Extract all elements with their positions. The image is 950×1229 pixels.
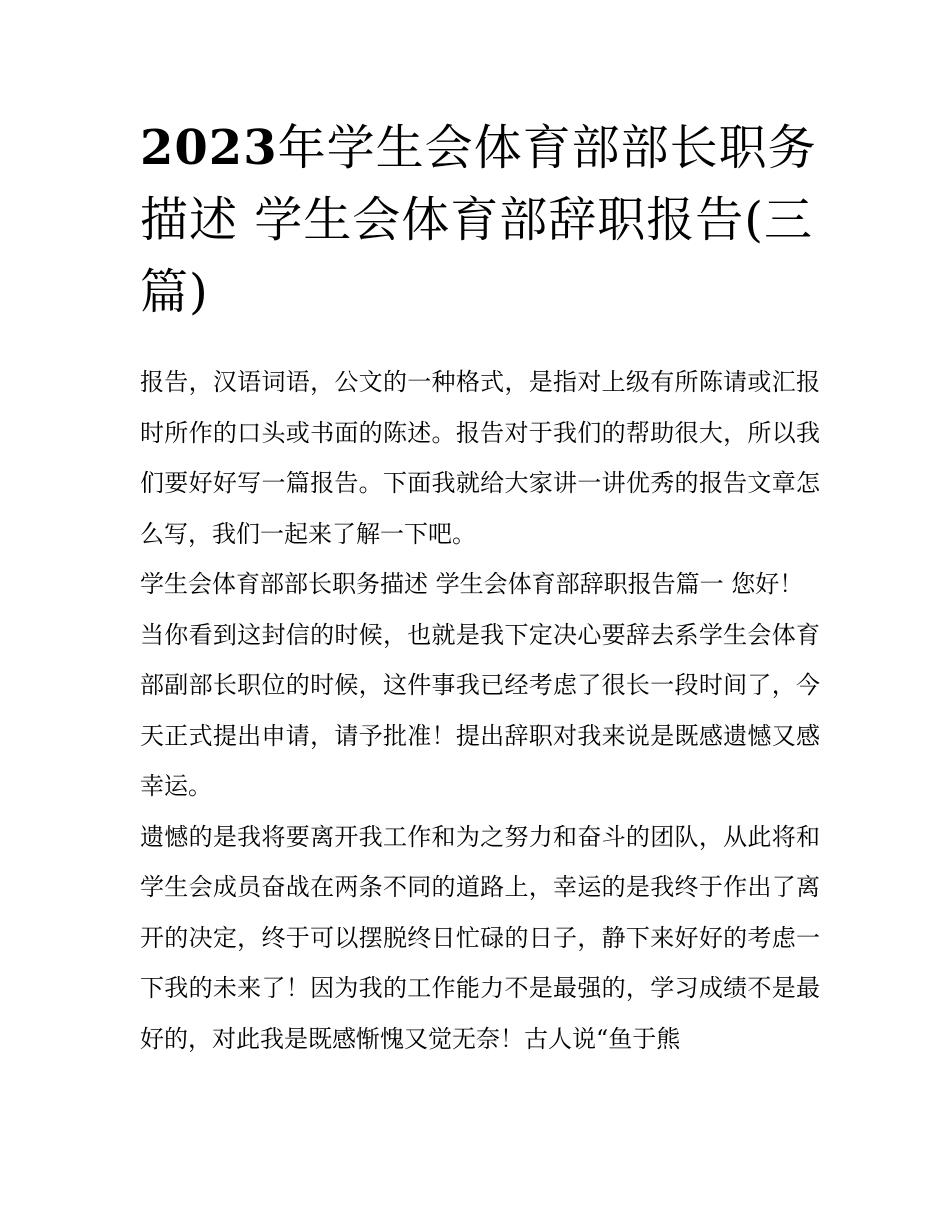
title-year: 2023	[140, 120, 278, 176]
paragraph-heading: 学生会体育部部长职务描述 学生会体育部辞职报告篇一 您好！	[140, 570, 804, 598]
paragraph-intro: 报告，汉语词语，公文的一种格式，是指对上级有所陈请或汇报时所作的口头或书面的陈述。报告对于我们的帮助很大，所以我们要好好写一篇报告。下面我就给大家讲一讲优秀的报告文章怎么写，我们一起来了解一下吧。	[140, 368, 820, 548]
document-body	[140, 357, 820, 1064]
paragraph-regret: 遗憾的是我将要离开我工作和为之努力和奋斗的团队，从此将和学生会成员奋战在两条不同的道路上，幸运的是我终于作出了离开的决定，终于可以摆脱终日忙碌的日子，静下来好好的考虑一下我的未来了！因为我的工作能力不是最强的，学习成绩不是最好的，对此我是既感惭愧又觉无奈！古人说“鱼于熊	[140, 822, 820, 1053]
title-text: 年学生会体育部部长职务描述 学生会体育部辞职报告(三篇)	[140, 120, 817, 320]
paragraph-resignation: 当你看到这封信的时候，也就是我下定决心要辞去系学生会体育部副部长职位的时候，这件事我已经考虑了很长一段时间了，今天正式提出申请，请予批准！提出辞职对我来说是既感遗憾又感幸运。	[140, 620, 820, 800]
document-title	[140, 112, 830, 328]
